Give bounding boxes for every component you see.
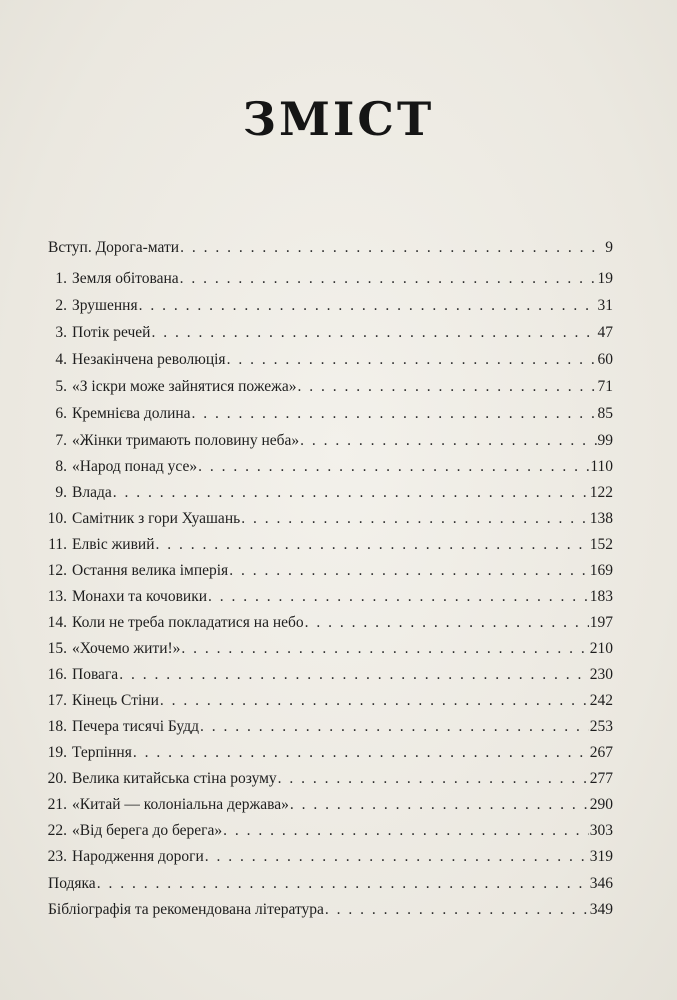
- toc-entry: [0, 236, 677, 260]
- dot-leader: [97, 872, 589, 896]
- dot-leader: [305, 611, 589, 635]
- toc-entry: [0, 559, 677, 583]
- toc-entry-number: 3.: [55, 324, 67, 341]
- toc-entry-title: Монахи та кочовики: [72, 588, 208, 605]
- toc-entry-number: 17.: [47, 692, 67, 709]
- toc-entry-number: 15.: [47, 640, 67, 657]
- toc-entry: [0, 507, 677, 531]
- toc-entry: [0, 637, 677, 661]
- toc-entry-page: 99: [597, 432, 613, 449]
- toc-entry-page: 290: [589, 796, 613, 813]
- toc-entry-number: 13.: [47, 588, 67, 605]
- toc-entry: [0, 898, 677, 922]
- toc-entry: [0, 819, 677, 843]
- dot-leader: [181, 637, 588, 661]
- toc-entry-title: Подяка: [48, 875, 96, 892]
- dot-leader: [290, 793, 589, 817]
- toc-entry-page: 197: [589, 614, 613, 631]
- toc-entry-title: Земля обітована: [72, 270, 179, 287]
- toc-entry-page: 267: [589, 744, 613, 761]
- toc-entry-title: Кремнієва долина: [72, 405, 191, 422]
- dot-leader: [223, 819, 589, 843]
- dot-leader: [156, 533, 589, 557]
- toc-entry-title: Потік речей: [72, 324, 151, 341]
- dot-leader: [278, 767, 589, 791]
- toc-entry: [0, 375, 677, 399]
- toc-entry-title: «З іскри може зайнятися пожежа»: [72, 378, 297, 395]
- dot-leader: [198, 455, 589, 479]
- toc-entry-title: «Народ понад усе»: [72, 458, 198, 475]
- toc-entry-number: 18.: [47, 718, 67, 735]
- toc-entry: [0, 715, 677, 739]
- toc-entry-title: Велика китайська стіна розуму: [72, 770, 277, 787]
- toc-entry-number: 6.: [55, 405, 67, 422]
- toc-entry-title: Коли не треба покладатися на небо: [72, 614, 304, 631]
- toc-entry-title: «Китай — колоніальна держава»: [72, 796, 289, 813]
- toc-entry: [0, 793, 677, 817]
- toc-entry-page: 110: [590, 458, 613, 475]
- toc-entry: [0, 429, 677, 453]
- toc-entry: [0, 767, 677, 791]
- toc-entry-title: Остання велика імперія: [72, 562, 229, 579]
- toc-entry-title: Бібліографія та рекомендована література: [48, 901, 324, 918]
- dot-leader: [160, 689, 589, 713]
- toc-entry-page: 138: [589, 510, 613, 527]
- dot-leader: [325, 898, 589, 922]
- toc-entry-number: 7.: [55, 432, 67, 449]
- toc-entry-title: Кінець Стіни: [72, 692, 159, 709]
- toc-entry-page: 169: [589, 562, 613, 579]
- toc-entry-page: 349: [589, 901, 613, 918]
- dot-leader: [298, 375, 597, 399]
- toc-entry: [0, 872, 677, 896]
- toc-entry-page: 85: [597, 405, 613, 422]
- dot-leader: [229, 559, 589, 583]
- toc-entry-number: 23.: [47, 848, 67, 865]
- toc-entry-number: 8.: [55, 458, 67, 475]
- dot-leader: [192, 402, 597, 426]
- page-title: ЗМІСТ: [242, 92, 435, 146]
- dot-leader: [241, 507, 589, 531]
- toc-entry: [0, 455, 677, 479]
- toc-entry: [0, 845, 677, 869]
- toc-entry: [0, 689, 677, 713]
- toc-entry-number: 20.: [47, 770, 67, 787]
- toc-entry-number: 2.: [55, 297, 67, 314]
- toc-entry-page: 242: [589, 692, 613, 709]
- toc-entry-number: 19.: [47, 744, 67, 761]
- dot-leader: [133, 741, 589, 765]
- toc-entry-number: 16.: [47, 666, 67, 683]
- toc-entry-page: 210: [589, 640, 613, 657]
- toc-entry-page: 71: [597, 378, 613, 395]
- dot-leader: [200, 715, 589, 739]
- toc-entry: [0, 294, 677, 318]
- toc-entry-title: «Від берега до берега»: [72, 822, 223, 839]
- dot-leader: [151, 321, 596, 345]
- toc-entry-page: 230: [589, 666, 613, 683]
- toc-entry-number: 9.: [55, 484, 67, 501]
- toc-entry: [0, 611, 677, 635]
- toc-entry: [0, 533, 677, 557]
- toc-entry-title: «Жінки тримають половину неба»: [72, 432, 300, 449]
- toc-entry-page: 346: [589, 875, 613, 892]
- toc-entry-number: 4.: [55, 351, 67, 368]
- toc-entry-title: Самітник з гори Хуашань: [72, 510, 241, 527]
- toc-entry: [0, 741, 677, 765]
- toc-entry-number: 22.: [47, 822, 67, 839]
- toc-entry-page: 9: [605, 239, 613, 256]
- dot-leader: [119, 663, 589, 687]
- toc-entry-page: 47: [597, 324, 613, 341]
- dot-leader: [180, 236, 604, 260]
- toc-entry-title: «Хочемо жити!»: [72, 640, 181, 657]
- toc-entry-title: Повага: [72, 666, 119, 683]
- dot-leader: [300, 429, 596, 453]
- toc-entry-title: Елвіс живий: [72, 536, 155, 553]
- dot-leader: [227, 348, 597, 372]
- toc-entry-page: 183: [589, 588, 613, 605]
- toc-entry: [0, 267, 677, 291]
- toc-entry-title: Терпіння: [72, 744, 132, 761]
- toc-entry-number: 11.: [48, 536, 67, 553]
- toc-entry-page: 122: [589, 484, 613, 501]
- toc-entry-page: 31: [597, 297, 613, 314]
- toc-entry: [0, 585, 677, 609]
- toc-entry: [0, 321, 677, 345]
- toc-entry-number: 12.: [47, 562, 67, 579]
- dot-leader: [180, 267, 597, 291]
- dot-leader: [205, 845, 589, 869]
- toc-entry-number: 21.: [47, 796, 67, 813]
- toc-entry-number: 10.: [47, 510, 67, 527]
- toc-entry-page: 253: [589, 718, 613, 735]
- dot-leader: [113, 481, 589, 505]
- toc-entry-number: 14.: [47, 614, 67, 631]
- toc-entry: [0, 663, 677, 687]
- toc-entry: [0, 348, 677, 372]
- toc-entry-page: 303: [589, 822, 613, 839]
- toc-entry-page: 152: [589, 536, 613, 553]
- toc-entry-page: 60: [597, 351, 613, 368]
- toc-entry-title: Вступ. Дорога-мати: [48, 239, 180, 256]
- dot-leader: [208, 585, 589, 609]
- toc-entry-page: 277: [589, 770, 613, 787]
- toc-entry-title: Влада: [72, 484, 112, 501]
- toc-entry: [0, 481, 677, 505]
- dot-leader: [139, 294, 597, 318]
- toc-entry-title: Народження дороги: [72, 848, 204, 865]
- toc-entry-page: 319: [589, 848, 613, 865]
- toc-entry-title: Зрушення: [72, 297, 138, 314]
- toc-entry-title: Незакінчена революція: [72, 351, 226, 368]
- toc-entry-title: Печера тисячі Будд: [72, 718, 199, 735]
- toc-entry-number: 5.: [55, 378, 67, 395]
- toc-entry: [0, 402, 677, 426]
- toc-entry-number: 1.: [55, 270, 67, 287]
- toc-entry-page: 19: [597, 270, 613, 287]
